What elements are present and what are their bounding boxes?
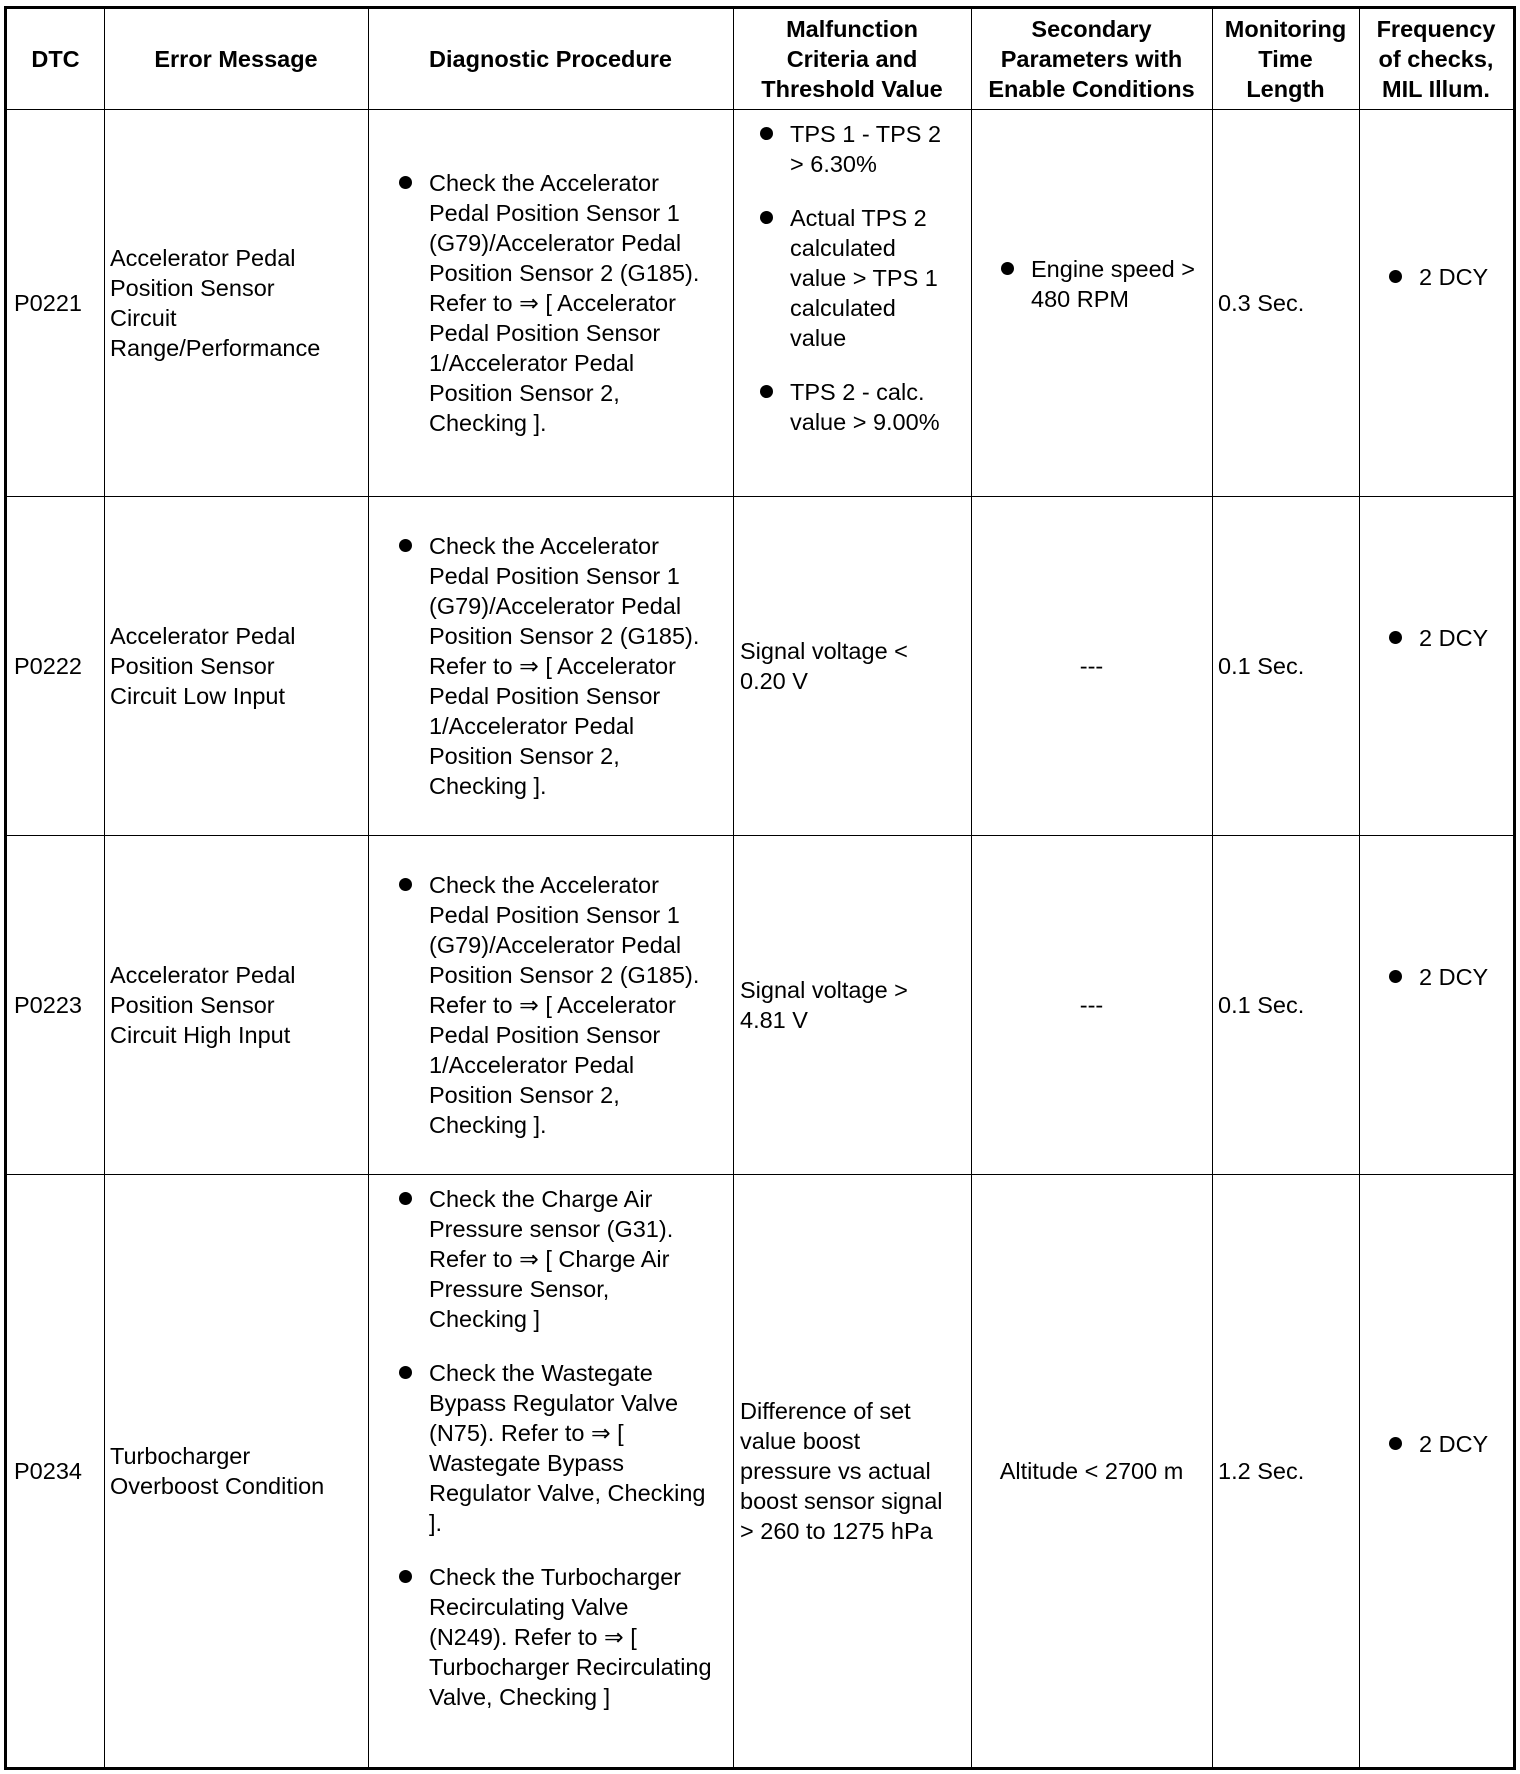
error-message	[104, 496, 368, 835]
secondary-parameters: Altitude < 2700 m	[999, 1457, 1184, 1484]
text-line: Signal voltage <	[740, 637, 908, 664]
bullet-item	[396, 531, 733, 801]
text-line: Accelerator Pedal	[110, 622, 296, 649]
frequency	[1359, 1174, 1513, 1767]
bullet-item	[396, 870, 733, 1140]
header-frequency	[1359, 9, 1513, 109]
header-malfunction-criteria	[733, 9, 971, 109]
text-line: Position Sensor	[110, 652, 275, 679]
bullet-text: Refer to ⇒ [ Charge Air	[429, 1246, 670, 1272]
bullet-text: Refer to ⇒ [ Accelerator	[429, 289, 676, 316]
header-diagnostic-procedure	[368, 9, 733, 109]
bullet-item	[757, 377, 971, 437]
text-line: Turbocharger	[110, 1442, 251, 1469]
monitoring-time: 0.1 Sec.	[1218, 652, 1305, 679]
secondary-parameters: ---	[1079, 991, 1104, 1018]
monitoring-time: 1.2 Sec.	[1218, 1457, 1305, 1484]
header-error-message	[104, 9, 368, 109]
bullet-item	[757, 119, 971, 179]
bullet-text: Checking ].	[429, 1111, 547, 1138]
text-line: Secondary	[1031, 16, 1152, 42]
malfunction-criteria	[733, 496, 971, 835]
diagnostic-procedure	[368, 835, 733, 1174]
text-line: Accelerator Pedal	[110, 244, 296, 271]
text-line: Threshold Value	[761, 76, 943, 102]
bullet-text: Checking ].	[429, 409, 547, 436]
bullet-text: Check the Accelerator	[429, 871, 659, 898]
bullet-text: TPS 2 - calc.	[790, 379, 925, 405]
header-secondary-parameters	[971, 9, 1212, 109]
monitoring-time: 0.3 Sec.	[1218, 289, 1305, 316]
bullet-text: Wastegate Bypass	[429, 1450, 625, 1476]
bullet-text: 2 DCY	[1419, 1431, 1489, 1457]
bullet-text: Checking ]	[429, 1306, 541, 1332]
bullet-text: Regulator Valve, Checking	[429, 1480, 706, 1506]
frequency	[1359, 496, 1513, 835]
bullet-text: Pedal Position Sensor	[429, 682, 661, 709]
text-line: Signal voltage >	[740, 976, 908, 1003]
bullet-text: calculated	[790, 295, 896, 321]
text-line: Monitoring	[1224, 16, 1347, 42]
bullet-item	[396, 1562, 733, 1712]
secondary-parameters: ---	[1079, 652, 1104, 679]
bullet-text: (N249). Refer to ⇒ [	[429, 1624, 637, 1650]
bullet-text: Checking ].	[429, 772, 547, 799]
bullet-text: 2 DCY	[1419, 264, 1489, 290]
bullet-text: Actual TPS 2	[790, 205, 927, 231]
dtc-code: P0221	[14, 289, 82, 316]
text-line: DTC	[31, 46, 80, 72]
bullet-item	[396, 168, 733, 438]
bullet-text: 1/Accelerator Pedal	[429, 712, 635, 739]
text-line: MIL Illum.	[1382, 76, 1490, 102]
bullet-text: Bypass Regulator Valve	[429, 1390, 679, 1416]
header-dtc	[7, 9, 104, 109]
text-line: of checks,	[1378, 46, 1494, 72]
text-line: Time	[1258, 46, 1313, 72]
bullet-text: ].	[429, 1510, 443, 1536]
error-message	[104, 1174, 368, 1767]
bullet-text: 2 DCY	[1419, 964, 1489, 990]
text-line: Enable Conditions	[988, 76, 1195, 102]
bullet-text: value	[790, 325, 847, 351]
bullet-text: Position Sensor 2,	[429, 1081, 620, 1108]
text-line: Range/Performance	[110, 334, 321, 361]
text-line: Diagnostic Procedure	[429, 46, 672, 72]
bullet-item	[757, 203, 971, 353]
bullet-text: 1/Accelerator Pedal	[429, 1051, 635, 1078]
bullet-text: Position Sensor 2 (G185).	[429, 259, 700, 286]
text-line: 0.20 V	[740, 667, 808, 694]
error-message	[104, 835, 368, 1174]
text-line: Circuit	[110, 304, 177, 331]
bullet-item	[998, 254, 1212, 314]
bullet-text: 2 DCY	[1419, 625, 1489, 651]
text-line: Accelerator Pedal	[110, 961, 296, 988]
bullet-text: TPS 1 - TPS 2	[790, 121, 942, 147]
text-line: Position Sensor	[110, 991, 275, 1018]
bullet-text: calculated	[790, 235, 896, 261]
secondary-parameters	[971, 109, 1212, 496]
bullet-text: Position Sensor 2 (G185).	[429, 622, 700, 649]
text-line: Difference of set	[740, 1397, 911, 1424]
bullet-text: Check the Accelerator	[429, 532, 659, 559]
bullet-text: Pressure Sensor,	[429, 1276, 610, 1302]
bullet-text: Position Sensor 2,	[429, 742, 620, 769]
bullet-text: Pedal Position Sensor	[429, 319, 661, 346]
text-line: 4.81 V	[740, 1006, 808, 1033]
dtc-table	[4, 6, 1516, 1770]
error-message	[104, 109, 368, 496]
text-line: Malfunction	[786, 16, 918, 42]
text-line: Length	[1246, 76, 1325, 102]
bullet-text: Pressure sensor (G31).	[429, 1216, 674, 1242]
malfunction-criteria	[733, 835, 971, 1174]
text-line: Circuit Low Input	[110, 682, 286, 709]
text-line: > 260 to 1275 hPa	[740, 1517, 933, 1544]
text-line: Circuit High Input	[110, 1021, 291, 1048]
bullet-text: Check the Turbocharger	[429, 1564, 682, 1590]
malfunction-criteria	[733, 1174, 971, 1767]
bullet-item	[1386, 1429, 1513, 1459]
text-line: value boost	[740, 1427, 861, 1454]
bullet-text: (N75). Refer to ⇒ [	[429, 1420, 624, 1446]
malfunction-criteria	[733, 109, 971, 496]
dtc-code: P0234	[14, 1457, 82, 1484]
bullet-text: > 6.30%	[790, 151, 877, 177]
bullet-text: value > TPS 1	[790, 265, 938, 291]
dtc-code: P0223	[14, 991, 82, 1018]
bullet-text: (G79)/Accelerator Pedal	[429, 592, 682, 619]
text-line: Error Message	[154, 46, 318, 72]
text-line: boost sensor signal	[740, 1487, 943, 1514]
bullet-text: Position Sensor 2,	[429, 379, 620, 406]
header-monitoring-time	[1212, 9, 1359, 109]
text-line: Parameters with	[1000, 46, 1183, 72]
bullet-text: value > 9.00%	[790, 409, 940, 435]
bullet-text: Recirculating Valve	[429, 1594, 629, 1620]
bullet-text: Position Sensor 2 (G185).	[429, 961, 700, 988]
diagnostic-procedure	[368, 496, 733, 835]
text-line: pressure vs actual	[740, 1457, 931, 1484]
bullet-text: Check the Accelerator	[429, 169, 659, 196]
bullet-item	[396, 1358, 733, 1538]
bullet-text: (G79)/Accelerator Pedal	[429, 229, 682, 256]
text-line: Frequency	[1376, 16, 1496, 42]
bullet-text: Check the Charge Air	[429, 1186, 653, 1212]
bullet-item	[396, 1184, 733, 1334]
bullet-item	[1386, 962, 1513, 992]
bullet-text: Pedal Position Sensor 1	[429, 901, 680, 928]
text-line: Position Sensor	[110, 274, 275, 301]
bullet-text: Refer to ⇒ [ Accelerator	[429, 652, 676, 679]
text-line: Criteria and	[786, 46, 918, 72]
bullet-item	[1386, 262, 1513, 292]
diagnostic-procedure	[368, 109, 733, 496]
bullet-text: Valve, Checking ]	[429, 1684, 611, 1710]
bullet-text: Pedal Position Sensor 1	[429, 199, 680, 226]
frequency	[1359, 109, 1513, 496]
monitoring-time: 0.1 Sec.	[1218, 991, 1305, 1018]
bullet-text: Pedal Position Sensor	[429, 1021, 661, 1048]
bullet-item	[1386, 623, 1513, 653]
bullet-text: Pedal Position Sensor 1	[429, 562, 680, 589]
bullet-text: 480 RPM	[1031, 286, 1129, 312]
bullet-text: Engine speed >	[1031, 256, 1195, 282]
bullet-text: Refer to ⇒ [ Accelerator	[429, 991, 676, 1018]
frequency	[1359, 835, 1513, 1174]
bullet-text: (G79)/Accelerator Pedal	[429, 931, 682, 958]
bullet-text: Check the Wastegate	[429, 1360, 653, 1386]
dtc-code: P0222	[14, 652, 82, 679]
bullet-text: 1/Accelerator Pedal	[429, 349, 635, 376]
text-line: Overboost Condition	[110, 1472, 325, 1499]
bullet-text: Turbocharger Recirculating	[429, 1654, 712, 1680]
diagnostic-procedure	[368, 1174, 733, 1767]
